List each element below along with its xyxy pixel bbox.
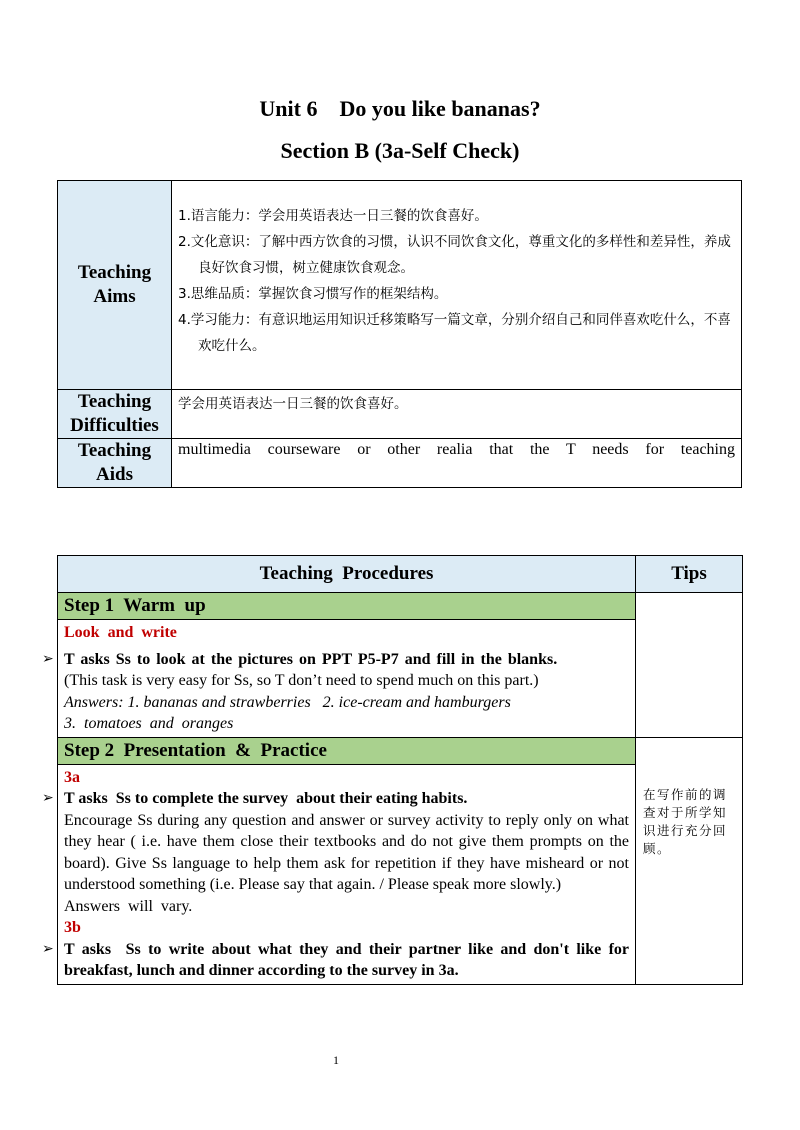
aims-content	[172, 181, 742, 390]
section-title: Section B (3a-Self Check)	[280, 138, 520, 163]
aids-label-line2: Aids	[96, 464, 133, 485]
arrow-bullet-icon: ➢	[42, 650, 54, 667]
step2-3a-block	[42, 788, 629, 810]
difficulties-row	[58, 390, 742, 439]
arrow-bullet-icon: ➢	[42, 940, 54, 957]
step2-tips: 在写作前的调查对于所学知识进行充分回顾。	[636, 737, 743, 984]
difficulties-content: 学会用英语表达一日三餐的饮食喜好。	[172, 390, 742, 439]
procedures-table	[42, 555, 743, 985]
aims-table	[57, 180, 742, 488]
aims-label	[58, 181, 172, 390]
procedures-header: Teaching Procedures	[58, 556, 636, 593]
unit-title: Unit 6 Do you like bananas?	[259, 96, 541, 121]
procedures-header-row	[58, 556, 743, 593]
aim-item: 4.学习能力：有意识地运用知识迁移策略写一篇文章，分别介绍自己和同伴喜欢吃什么，不喜欢吃什么。	[178, 312, 731, 354]
step2-3a-instruction: T asks Ss to complete the survey about their eating habits.	[64, 790, 468, 807]
aids-label-line1: Teaching	[77, 440, 152, 461]
aim-item: 3.思维品质：掌握饮食习惯写作的框架结构。	[178, 286, 448, 302]
tips-header: Tips	[636, 556, 743, 593]
step1-answers-line1: Answers: 1. bananas and strawberries 2. ice-cream and hamburgers	[64, 693, 511, 711]
arrow-bullet-icon: ➢	[42, 790, 54, 806]
step2-answers: Answers will vary.	[64, 897, 193, 915]
difficulties-label	[58, 390, 172, 439]
step1-instruction: T asks Ss to look at the pictures on PPT P5-P7 and fill in the blanks.	[64, 650, 558, 668]
step2-sub-3b: 3b	[64, 919, 81, 936]
step1-title: Step 1 Warm up	[58, 593, 636, 620]
aims-label-line2: Aims	[93, 286, 136, 307]
difficulties-label-line2: Difficulties	[70, 415, 159, 436]
step1-tips	[636, 593, 743, 738]
step2-3b-instruction: T asks Ss to write about what they and their partner like and don't like for breakfast, lunch and dinner according to the survey in 3a.	[64, 940, 633, 979]
aids-content: multimedia courseware or other realia that the T needs for teaching	[172, 439, 742, 488]
aims-label-line1: Teaching	[77, 262, 152, 283]
step2-body	[42, 764, 636, 984]
step1-body	[42, 620, 636, 738]
step1-title-row	[58, 593, 743, 620]
aims-row	[58, 181, 742, 390]
step2-encourage: Encourage Ss during any question and answer or survey activity to reply only on what they hear ( i.e. have them close their textbooks and do not give them prompts on the board). Give Ss language to help them ask for repetition if they have misheard or not understood something (i.e. Please say that again. / Please speak more slowly.)	[64, 811, 629, 893]
difficulties-label-line1: Teaching	[77, 391, 152, 412]
step2-3b-block	[42, 939, 633, 982]
aim-item: 2.文化意识：了解中西方饮食的习惯，认识不同饮食文化，尊重文化的多样性和差异性，养成良好饮食习惯，树立健康饮食观念。	[178, 234, 731, 276]
step1-note: (This task is very easy for Ss, so T don’t need to spend much on this part.)	[64, 672, 539, 689]
aids-label	[58, 439, 172, 488]
aim-item: 1.语言能力：学会用英语表达一日三餐的饮食喜好。	[178, 208, 488, 224]
step1-answers-line2: 3. tomatoes and oranges	[64, 715, 234, 732]
step1-instruction-block	[42, 649, 629, 671]
step2-title: Step 2 Presentation & Practice	[58, 737, 636, 764]
step2-sub-3a: 3a	[64, 768, 80, 786]
step2-title-row	[58, 737, 743, 764]
step1-subtitle: Look and write	[64, 624, 177, 641]
aids-row	[58, 439, 742, 488]
page-number: 1	[333, 1053, 339, 1067]
